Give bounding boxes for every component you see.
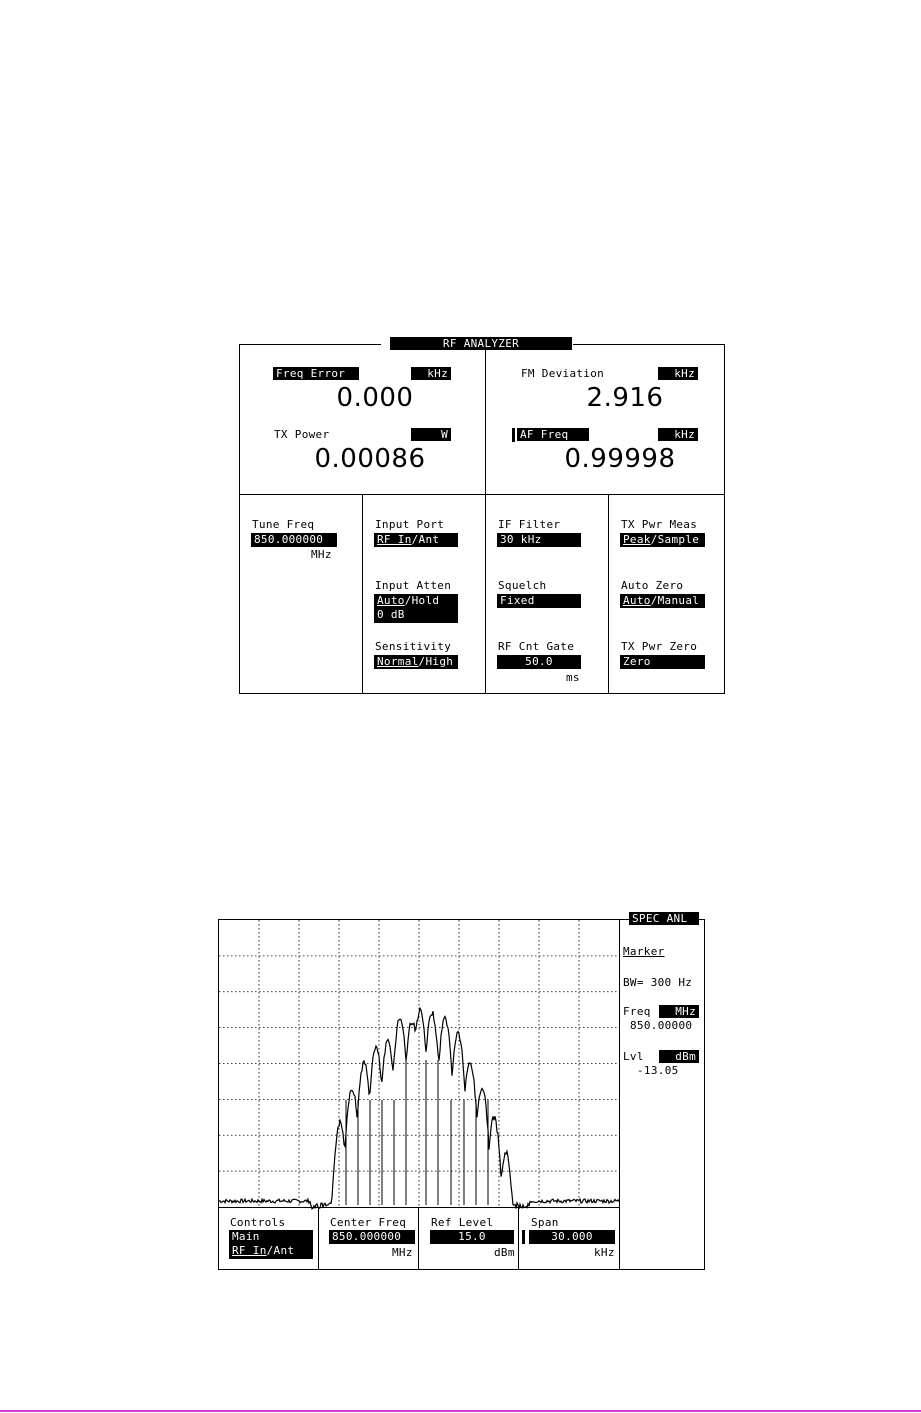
ref-level-label: Ref Level bbox=[431, 1216, 494, 1229]
input-port-label: Input Port bbox=[375, 518, 445, 531]
sensitivity-selected: Normal bbox=[377, 655, 419, 668]
page-rule bbox=[0, 1410, 921, 1412]
controls-selected: RF In bbox=[232, 1244, 267, 1257]
sensitivity-label: Sensitivity bbox=[375, 640, 452, 653]
af-freq-value: 0.99998 bbox=[564, 444, 676, 474]
freq-error-value: 0.000 bbox=[336, 383, 414, 413]
center-freq-label: Center Freq bbox=[330, 1216, 407, 1229]
input-port-other: /Ant bbox=[411, 533, 440, 546]
span-marker bbox=[522, 1230, 525, 1244]
tune-freq-label: Tune Freq bbox=[252, 518, 315, 531]
tx-pwr-zero-field[interactable]: Zero bbox=[620, 655, 705, 669]
marker-lvl-label: Lvl bbox=[623, 1050, 644, 1063]
span-field[interactable]: 30.000 bbox=[529, 1230, 615, 1244]
tx-pwr-meas-selected: Peak bbox=[623, 533, 651, 546]
marker-label[interactable]: Marker bbox=[623, 945, 665, 958]
bw-readout: BW= 300 Hz bbox=[623, 976, 693, 989]
marker-freq-value: 850.00000 bbox=[630, 1019, 693, 1032]
span-unit: kHz bbox=[594, 1246, 615, 1259]
spec-anl-title: SPEC ANL bbox=[629, 912, 699, 925]
trace-spikes bbox=[346, 1060, 488, 1205]
if-filter-label: IF Filter bbox=[498, 518, 561, 531]
span-label: Span bbox=[531, 1216, 559, 1229]
marker-freq-unit[interactable]: MHz bbox=[659, 1005, 699, 1018]
af-freq-unit[interactable]: kHz bbox=[658, 428, 698, 441]
tx-power-label: TX Power bbox=[274, 428, 330, 441]
input-atten-value: 0 dB bbox=[377, 608, 405, 621]
controls-label: Controls bbox=[230, 1216, 286, 1229]
tune-freq-unit: MHz bbox=[311, 548, 332, 561]
fm-deviation-label: FM Deviation bbox=[521, 367, 605, 380]
tune-freq-field[interactable]: 850.000000 bbox=[251, 533, 337, 547]
auto-zero-label: Auto Zero bbox=[621, 579, 684, 592]
input-port-selected: RF In bbox=[377, 533, 412, 546]
center-freq-unit: MHz bbox=[392, 1246, 413, 1259]
rf-cnt-gate-field[interactable]: 50.0 bbox=[497, 655, 581, 669]
graticule bbox=[219, 920, 619, 1207]
tx-pwr-meas-label: TX Pwr Meas bbox=[621, 518, 698, 531]
auto-zero-selected: Auto bbox=[623, 594, 651, 607]
marker-lvl-unit[interactable]: dBm bbox=[659, 1050, 699, 1063]
marker-freq-label: Freq bbox=[623, 1005, 651, 1018]
squelch-field[interactable]: Fixed bbox=[497, 594, 581, 608]
auto-zero-other: /Manual bbox=[650, 594, 700, 607]
controls-other: /Ant bbox=[266, 1244, 295, 1257]
tx-pwr-zero-label: TX Pwr Zero bbox=[621, 640, 698, 653]
tx-power-unit[interactable]: W bbox=[411, 428, 451, 441]
marker-lvl-value: -13.05 bbox=[637, 1064, 679, 1077]
input-atten-selected: Auto bbox=[377, 594, 405, 607]
ref-level-field[interactable]: 15.0 bbox=[430, 1230, 514, 1244]
center-freq-field[interactable]: 850.000000 bbox=[329, 1230, 415, 1244]
fm-deviation-value: 2.916 bbox=[586, 383, 664, 413]
sensitivity-other: /High bbox=[418, 655, 454, 668]
squelch-label: Squelch bbox=[498, 579, 547, 592]
freq-error-unit[interactable]: kHz bbox=[411, 367, 451, 380]
fm-deviation-unit[interactable]: kHz bbox=[658, 367, 698, 380]
controls-field[interactable] bbox=[229, 1230, 313, 1259]
freq-error-label[interactable]: Freq Error bbox=[273, 367, 359, 380]
input-atten-label: Input Atten bbox=[375, 579, 452, 592]
rf-cnt-gate-unit: ms bbox=[566, 671, 580, 684]
if-filter-field[interactable]: 30 kHz bbox=[497, 533, 581, 547]
tx-power-value: 0.00086 bbox=[314, 444, 426, 474]
controls-main: Main bbox=[232, 1230, 260, 1243]
ref-level-unit: dBm bbox=[494, 1246, 515, 1259]
rf-cnt-gate-label: RF Cnt Gate bbox=[498, 640, 575, 653]
screen-title: RF ANALYZER bbox=[390, 337, 572, 350]
af-freq-label[interactable]: AF Freq bbox=[517, 428, 589, 441]
tx-pwr-meas-other: /Sample bbox=[650, 533, 700, 546]
input-atten-other: /Hold bbox=[404, 594, 440, 607]
